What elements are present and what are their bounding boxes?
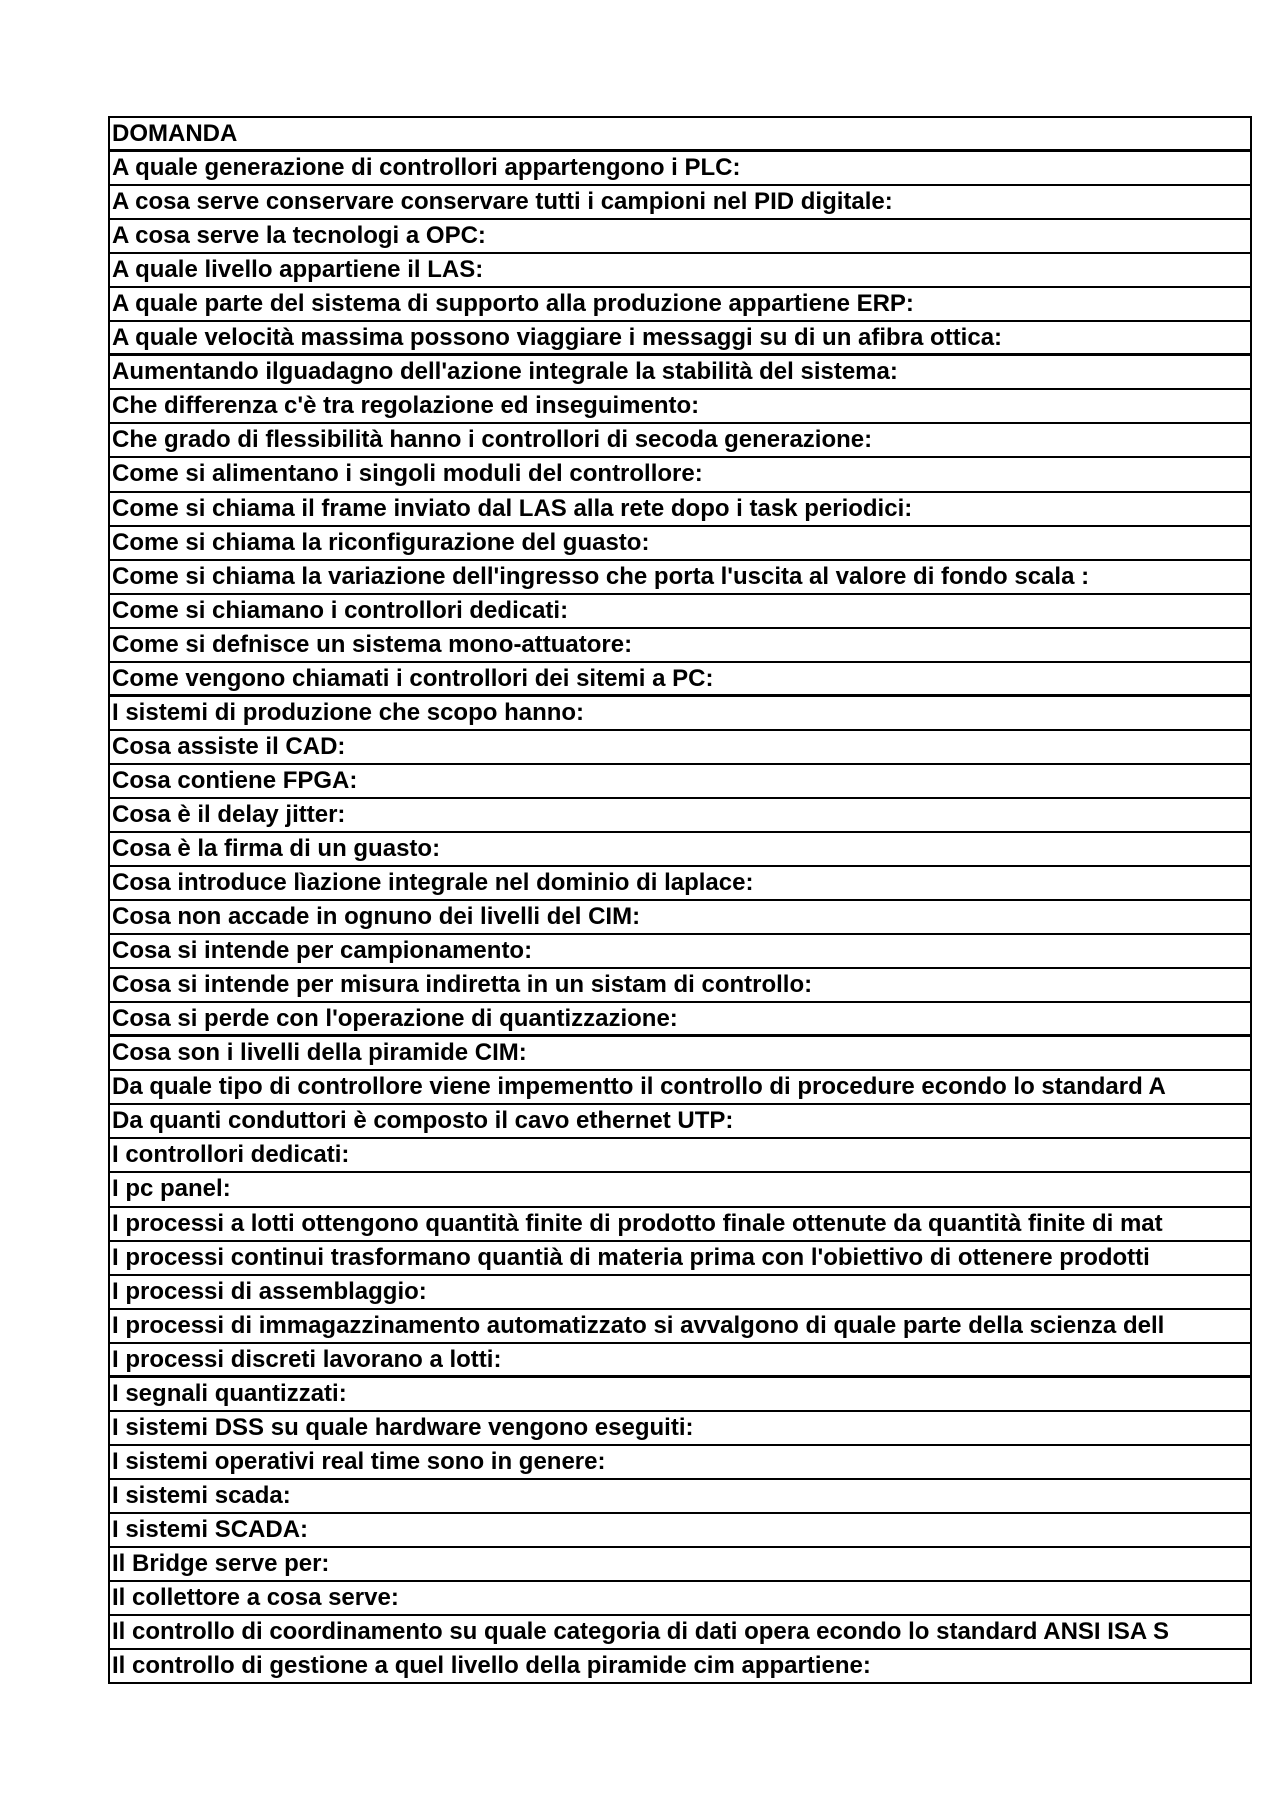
- table-row: I sistemi operativi real time sono in genere:: [110, 1446, 1250, 1480]
- table-row: Da quale tipo di controllore viene impementto il controllo di procedure econdo lo standard A: [110, 1071, 1250, 1105]
- table-row: Come vengono chiamati i controllori dei sitemi a PC:: [110, 663, 1250, 697]
- table-row: I sistemi DSS su quale hardware vengono eseguiti:: [110, 1412, 1250, 1446]
- table-row: I processi discreti lavorano a lotti:: [110, 1344, 1250, 1378]
- question-table: [108, 116, 1252, 1684]
- table-row: Che grado di flessibilità hanno i controllori di secoda generazione:: [110, 424, 1250, 458]
- table-row: Da quanti conduttori è composto il cavo ethernet UTP:: [110, 1105, 1250, 1139]
- table-row: A quale velocità massima possono viaggiare i messaggi su di un afibra ottica:: [110, 322, 1250, 356]
- table-row: Il Bridge serve per:: [110, 1548, 1250, 1582]
- table-row: Che differenza c'è tra regolazione ed inseguimento:: [110, 390, 1250, 424]
- table-row: A cosa serve la tecnologi a OPC:: [110, 220, 1250, 254]
- table-row: Come si chiama la variazione dell'ingresso che porta l'uscita al valore di fondo scala :: [110, 561, 1250, 595]
- table-row: Come si defnisce un sistema mono-attuatore:: [110, 629, 1250, 663]
- table-row: Il controllo di gestione a quel livello della piramide cim appartiene:: [110, 1650, 1250, 1684]
- table-row: Cosa non accade in ognuno dei livelli del CIM:: [110, 901, 1250, 935]
- table-row: Come si chiamano i controllori dedicati:: [110, 595, 1250, 629]
- table-row: Come si chiama il frame inviato dal LAS alla rete dopo i task periodici:: [110, 493, 1250, 527]
- table-row: Il collettore a cosa serve:: [110, 1582, 1250, 1616]
- table-row: Cosa è la firma di un guasto:: [110, 833, 1250, 867]
- table-row: Come si alimentano i singoli moduli del controllore:: [110, 458, 1250, 492]
- table-row: Cosa si perde con l'operazione di quantizzazione:: [110, 1003, 1250, 1037]
- table-row: I processi continui trasformano quantià di materia prima con l'obiettivo di ottenere prodotti: [110, 1242, 1250, 1276]
- table-row: I pc panel:: [110, 1173, 1250, 1207]
- table-row: I processi di immagazzinamento automatizzato si avvalgono di quale parte della scienza dell: [110, 1310, 1250, 1344]
- table-row: A cosa serve conservare conservare tutti i campioni nel PID digitale:: [110, 186, 1250, 220]
- table-row: I sistemi scada:: [110, 1480, 1250, 1514]
- table-row: I processi di assemblaggio:: [110, 1276, 1250, 1310]
- table-row: I controllori dedicati:: [110, 1139, 1250, 1173]
- table-row: A quale parte del sistema di supporto alla produzione appartiene ERP:: [110, 288, 1250, 322]
- table-row: Cosa contiene FPGA:: [110, 765, 1250, 799]
- table-row: Il controllo di coordinamento su quale categoria di dati opera econdo lo standard ANSI ISA S: [110, 1616, 1250, 1650]
- table-row: A quale livello appartiene il LAS:: [110, 254, 1250, 288]
- table-row: Aumentando ilguadagno dell'azione integrale la stabilità del sistema:: [110, 356, 1250, 390]
- table-row: Cosa si intende per misura indiretta in un sistam di controllo:: [110, 969, 1250, 1003]
- question-rows: [110, 152, 1250, 1684]
- table-row: I segnali quantizzati:: [110, 1378, 1250, 1412]
- table-row: I processi a lotti ottengono quantità finite di prodotto finale ottenute da quantità finite di mat: [110, 1208, 1250, 1242]
- column-header-domanda: DOMANDA: [110, 118, 1250, 152]
- table-row: Cosa son i livelli della piramide CIM:: [110, 1037, 1250, 1071]
- table-row: A quale generazione di controllori appartengono i PLC:: [110, 152, 1250, 186]
- table-row: I sistemi di produzione che scopo hanno:: [110, 697, 1250, 731]
- table-row: Cosa si intende per campionamento:: [110, 935, 1250, 969]
- table-row: I sistemi SCADA:: [110, 1514, 1250, 1548]
- table-row: Come si chiama la riconfigurazione del guasto:: [110, 527, 1250, 561]
- table-row: Cosa introduce lìazione integrale nel dominio di laplace:: [110, 867, 1250, 901]
- table-row: Cosa è il delay jitter:: [110, 799, 1250, 833]
- table-row: Cosa assiste il CAD:: [110, 731, 1250, 765]
